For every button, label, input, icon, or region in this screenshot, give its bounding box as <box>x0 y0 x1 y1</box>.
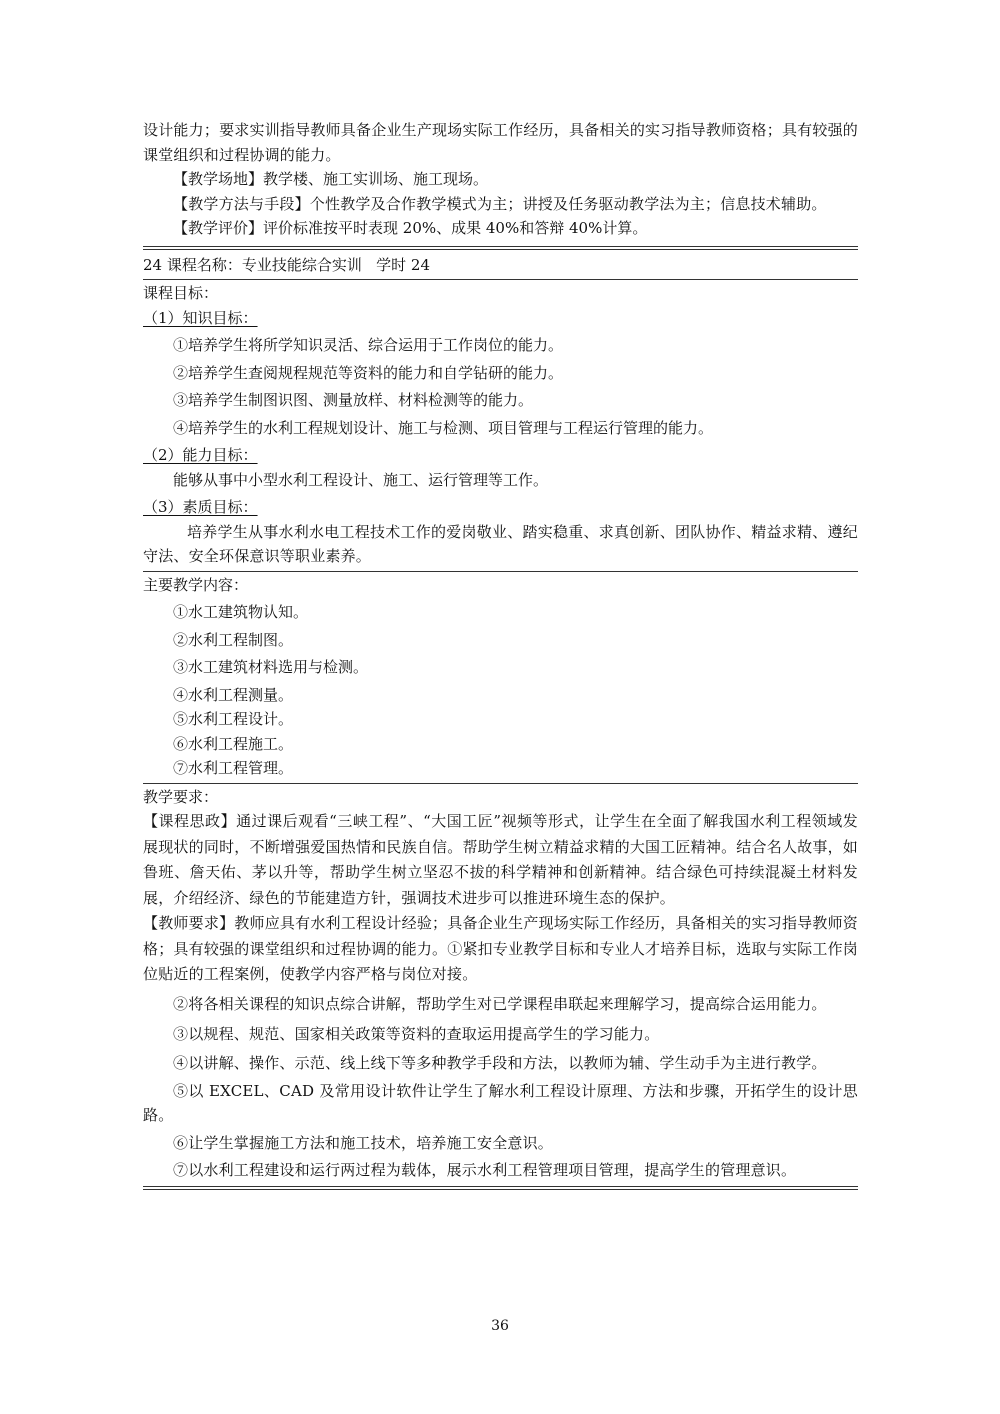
requirement-item: ④以讲解、操作、示范、线上线下等多种教学手段和方法，以教师为辅、学生动手为主进行教学。 <box>173 1054 827 1072</box>
section-divider <box>143 246 858 250</box>
ideology-text: 【课程思政】通过课后观看“三峡工程”、“大国工匠”视频等形式，让学生在全面了解我国水利工程领域发展现状的同时，不断增强爱国热情和民族自信。帮助学生树立精益求精的大国工匠精神。结合名人故事，如鲁班、詹天佑、茅以升等，帮助学生树立坚忍不拔的科学精神和创新精神。结合绿色可持续混凝土材料发展，介绍经济、绿色的节能建造方针，强调技术进步可以推进环境生态的保护。 <box>143 812 858 907</box>
prev-venue: 【教学场地】教学楼、施工实训场、施工现场。 <box>173 170 489 188</box>
quality-text: 培养学生从事水利水电工程技术工作的爱岗敬业、踏实稳重、求真创新、团队协作、精益求精、遵纪守法、安全环保意识等职业素养。 <box>143 522 858 565</box>
knowledge-label: （1）知识目标： <box>143 308 258 327</box>
previous-course-section <box>143 118 858 241</box>
course-content <box>143 573 858 781</box>
content-item: ⑦水利工程管理。 <box>173 759 294 777</box>
knowledge-item: ①培养学生将所学知识灵活、综合运用于工作岗位的能力。 <box>173 336 564 354</box>
ability-label: （2）能力目标： <box>143 446 258 464</box>
goals-label: 课程目标： <box>143 284 219 302</box>
ability-text: 能够从事中小型水利工程设计、施工、运行管理等工作。 <box>173 470 549 489</box>
row-divider <box>143 279 858 280</box>
section-divider <box>143 1186 858 1190</box>
content-item: ⑥水利工程施工。 <box>173 734 294 753</box>
requirement-item: ⑥让学生掌握施工方法和施工技术，培养施工安全意识。 <box>173 1133 554 1152</box>
row-divider <box>143 571 858 572</box>
course-goals <box>143 281 858 569</box>
row-divider <box>143 783 858 784</box>
requirements-label: 教学要求： <box>143 787 219 806</box>
prev-teacher-text: 设计能力；要求实训指导教师具备企业生产现场实际工作经历，具备相关的实习指导教师资格；具有较强的课堂组织和过程协调的能力。 <box>143 121 858 164</box>
prev-methods: 【教学方法与手段】个性教学及合作教学模式为主；讲授及任务驱动教学法为主；信息技术辅助。 <box>173 194 827 213</box>
teaching-requirements <box>143 785 858 1183</box>
requirement-item: ③以规程、规范、国家相关政策等资料的查取运用提高学生的学习能力。 <box>173 1024 660 1043</box>
prev-evaluation: 【教学评价】评价标准按平时表现 20%、成果 40%和答辩 40%计算。 <box>173 219 648 237</box>
page-number: 36 <box>491 1318 509 1334</box>
document-body <box>143 118 858 1190</box>
content-item: ⑤水利工程设计。 <box>173 710 294 728</box>
requirement-item: ②将各相关课程的知识点综合讲解，帮助学生对已学课程串联起来理解学习，提高综合运用能力。 <box>173 994 827 1013</box>
content-item: ①水工建筑物认知。 <box>173 603 309 621</box>
course-header: 24 课程名称：专业技能综合实训 学时 24 <box>143 255 431 274</box>
content-item: ④水利工程测量。 <box>173 685 294 704</box>
content-item: ③水工建筑材料选用与检测。 <box>173 658 369 676</box>
knowledge-item: ②培养学生查阅规程规范等资料的能力和自学钻研的能力。 <box>173 363 564 382</box>
knowledge-item: ④培养学生的水利工程规划设计、施工与检测、项目管理与工程运行管理的能力。 <box>173 418 714 437</box>
knowledge-item: ③培养学生制图识图、测量放样、材料检测等的能力。 <box>173 391 534 409</box>
quality-label: （3）素质目标： <box>143 498 258 516</box>
content-item: ②水利工程制图。 <box>173 630 294 649</box>
requirement-item: ⑤以 EXCEL、CAD 及常用设计软件让学生了解水利工程设计原理、方法和步骤，开拓学生的设计思路。 <box>143 1081 858 1124</box>
requirement-item: ⑦以水利工程建设和运行两过程为载体，展示水利工程管理项目管理，提高学生的管理意识。 <box>173 1161 797 1179</box>
content-label: 主要教学内容： <box>143 575 249 594</box>
teacher-requirement-text: 【教师要求】教师应具有水利工程设计经验；具备企业生产现场实际工作经历，具备相关的实习指导教师资格；具有较强的课堂组织和过程协调的能力。①紧扣专业教学目标和专业人才培养目标，选取与实际工作岗位贴近的工程案例，使教学内容严格与岗位对接。 <box>143 914 858 983</box>
